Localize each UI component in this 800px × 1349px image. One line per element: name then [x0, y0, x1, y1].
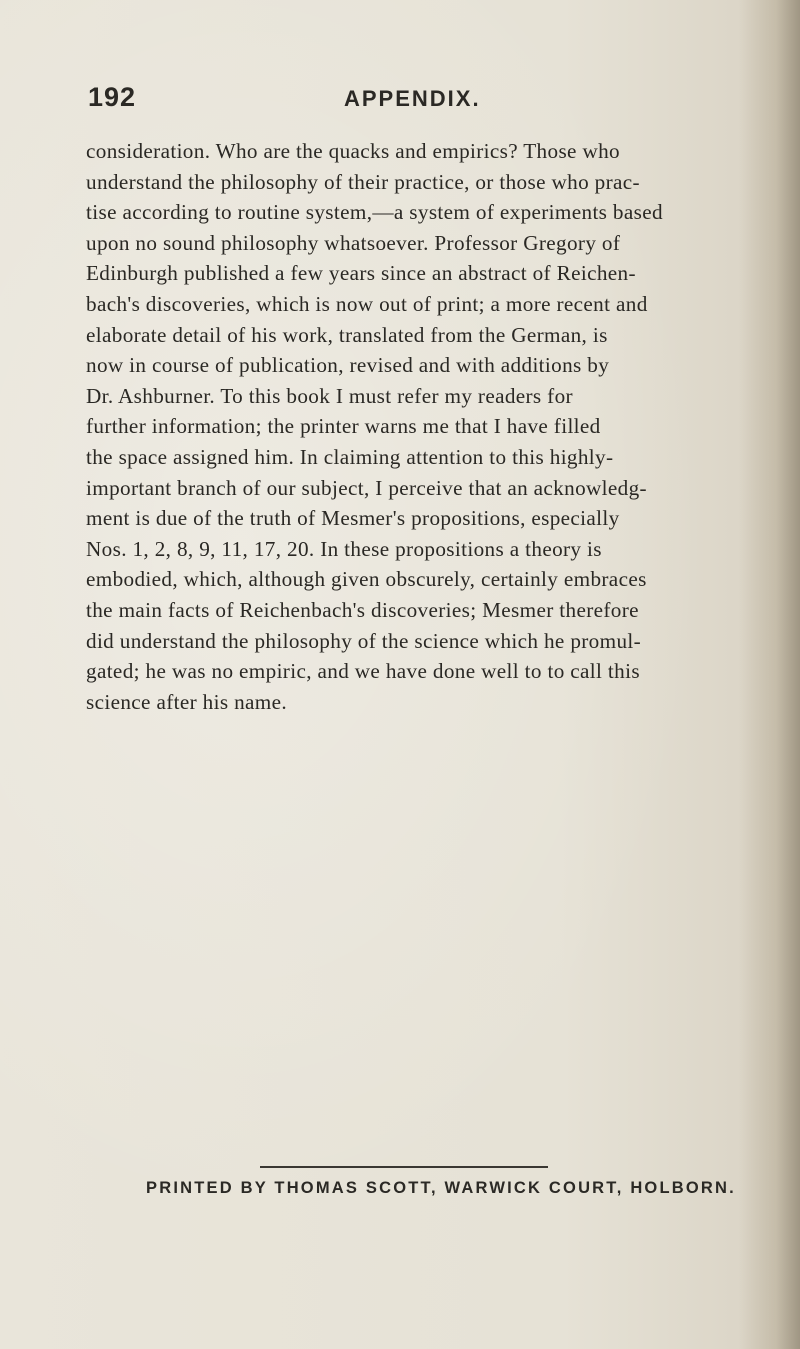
- text-line: the main facts of Reichenbach's discoveries; Mesmer therefore: [86, 597, 639, 622]
- text-line: important branch of our subject, I perceive that an acknowledg-: [86, 475, 647, 500]
- running-head-title: APPENDIX.: [344, 86, 481, 111]
- text-line: Nos. 1, 2, 8, 9, 11, 17, 20. In these propositions a theory is: [86, 536, 602, 561]
- text-line: Edinburgh published a few years since an abstract of Reichen-: [86, 261, 636, 286]
- footer-rule: [260, 1166, 548, 1168]
- page-number: 192: [88, 82, 137, 112]
- text-line: Dr. Ashburner. To this book I must refer my readers for: [86, 383, 573, 408]
- text-line: elaborate detail of his work, translated from the German, is: [86, 322, 608, 347]
- text-line: embodied, which, although given obscurely, certainly embraces: [86, 567, 647, 592]
- text-line: now in course of publication, revised and with additions by: [86, 353, 610, 378]
- running-head: [88, 82, 728, 122]
- text-line: upon no sound philosophy whatsoever. Professor Gregory of: [86, 230, 621, 255]
- text-line: the space assigned him. In claiming attention to this highly-: [86, 444, 614, 469]
- page-edge-shadow: [740, 0, 800, 1349]
- printer-imprint: PRINTED BY THOMAS SCOTT, WARWICK COURT, HOLBORN.: [146, 1179, 736, 1197]
- text-line: bach's discoveries, which is now out of print; a more recent and: [86, 291, 648, 316]
- text-line: gated; he was no empiric, and we have done well to to call this: [86, 659, 640, 684]
- text-line: did understand the philosophy of the science which he promul-: [86, 628, 642, 653]
- text-line: science after his name.: [86, 689, 287, 714]
- text-line: consideration. Who are the quacks and empirics? Those who: [86, 139, 620, 163]
- text-line: ment is due of the truth of Mesmer's propositions, especially: [86, 506, 620, 531]
- text-line: understand the philosophy of their practice, or those who prac-: [86, 169, 640, 194]
- text-line: tise according to routine system,—a system of experiments based: [86, 200, 663, 225]
- body-paragraph: [86, 136, 742, 717]
- text-line: further information; the printer warns me that I have filled: [86, 414, 601, 439]
